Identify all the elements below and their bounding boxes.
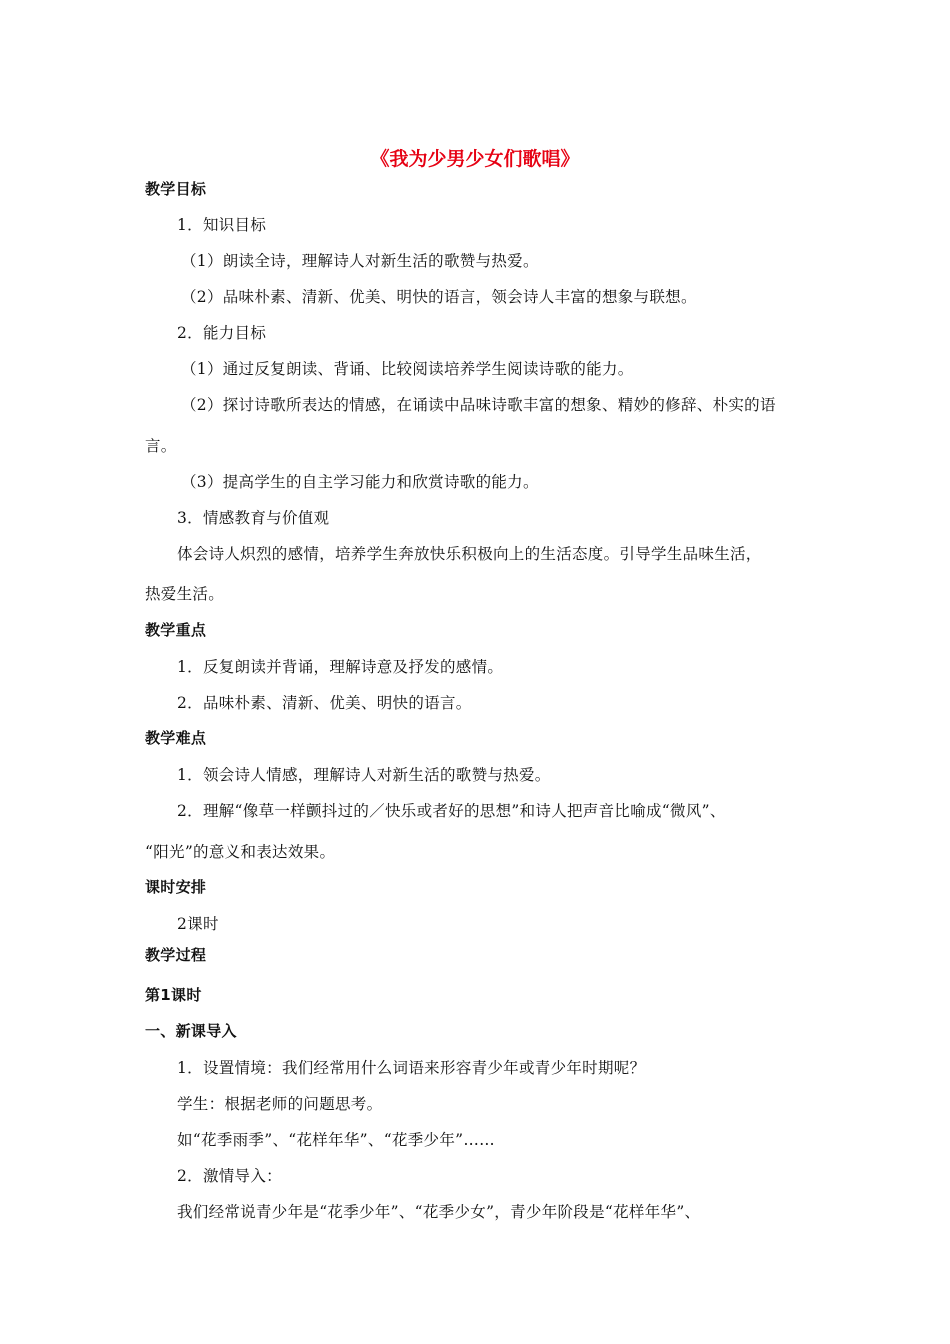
difficulty-item: 2．理解“像草一样颤抖过的／快乐或者好的思想”和诗人把声音比喻成“微风”、 [177, 802, 726, 820]
process-line: 学生：根据老师的问题思考。 [177, 1095, 383, 1113]
difficulty-item: 1．领会诗人情感，理解诗人对新生活的歌赞与热爱。 [177, 766, 551, 784]
heading-teaching-process: 教学过程 [145, 946, 207, 964]
emotion-goal-text-continued: 热爱生活。 [145, 585, 225, 603]
document-title: 《我为少男少女们歌唱》 [370, 148, 580, 170]
ability-goal-item: （2）探讨诗歌所表达的情感，在诵读中品味诗歌丰富的想象、精妙的修辞、朴实的语 [181, 396, 776, 414]
process-line: 如“花季雨季”、“花样年华”、“花季少年”…… [177, 1131, 495, 1149]
emotion-goal-text: 体会诗人炽烈的感情，培养学生奔放快乐积极向上的生活态度。引导学生品味生活， [177, 545, 762, 563]
part-1-heading: 一、新课导入 [145, 1022, 237, 1040]
ability-goal-item: （1）通过反复朗读、背诵、比较阅读培养学生阅读诗歌的能力。 [181, 360, 634, 378]
process-line: 2．激情导入： [177, 1167, 282, 1185]
key-point-item: 2．品味朴素、清新、优美、明快的语言。 [177, 694, 472, 712]
knowledge-goal-item: （2）品味朴素、清新、优美、明快的语言，领会诗人丰富的想象与联想。 [181, 288, 697, 306]
ability-goal-item-continued: 言。 [145, 437, 177, 455]
difficulty-item-continued: “阳光”的意义和表达效果。 [145, 843, 336, 861]
heading-key-points: 教学重点 [145, 621, 207, 639]
emotion-goal-label: 3．情感教育与价值观 [177, 509, 330, 527]
schedule-text: 2课时 [177, 915, 219, 933]
process-line: 我们经常说青少年是“花季少年”、“花季少女”，青少年阶段是“花样年华”、 [177, 1203, 701, 1221]
key-point-item: 1．反复朗读并背诵，理解诗意及抒发的感情。 [177, 658, 504, 676]
heading-schedule: 课时安排 [145, 878, 207, 896]
heading-teaching-goals: 教学目标 [145, 180, 207, 198]
lesson-1-heading: 第1课时 [145, 986, 202, 1004]
process-line: 1．设置情境：我们经常用什么词语来形容青少年或青少年时期呢？ [177, 1059, 646, 1077]
knowledge-goal-item: （1）朗读全诗，理解诗人对新生活的歌赞与热爱。 [181, 252, 539, 270]
ability-goal-item: （3）提高学生的自主学习能力和欣赏诗歌的能力。 [181, 473, 539, 491]
knowledge-goal-label: 1．知识目标 [177, 216, 267, 234]
ability-goal-label: 2．能力目标 [177, 324, 267, 342]
heading-difficulties: 教学难点 [145, 729, 207, 747]
